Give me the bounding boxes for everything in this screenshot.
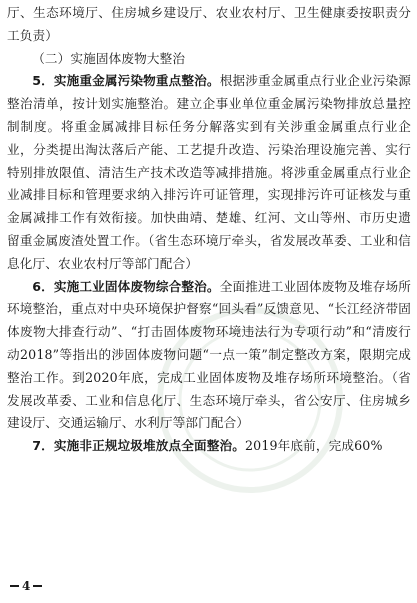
paragraph-item-5	[7, 70, 411, 275]
paragraph-continuation: 厅、生态环境厅、住房城乡建设厅、农业农村厅、卫生健康委按职责分工负责）	[7, 5, 411, 43]
item-7-title: 7．实施非正规垃圾堆放点全面整治。	[32, 438, 246, 454]
footer-dash-left	[10, 585, 19, 587]
page-footer	[7, 579, 45, 593]
footer-dash-right	[33, 585, 42, 587]
page-number: 4	[22, 579, 31, 593]
paragraph-item-7	[7, 435, 411, 458]
item-6-title: 6．实施工业固体废物综合整治。	[32, 278, 220, 294]
section-heading: （二）实施固体废物大整治	[32, 50, 186, 66]
item-5-title: 5．实施重金属污染物重点整治。	[32, 73, 220, 89]
item-5-text: 根据涉重金属重点行业企业污染源整治清单，按计划实施整治。建立企事业单位重金属污染物排放总量控制制度。将重金属减排目标任务分解落实到有关涉重金属重点行业企业，分类提出淘汰落后产能、工艺提升改造、污染治理设施完善、实行特别排放限值、清洁生产技术改造等减排措施。将涉重金属重点行业企业减排目标和管理要求纳入排污许可证管理，实现排污许可证核发与重金属减排工作有效衔接。加快曲靖、楚雄、红河、文山等州、市历史遗留重金属废渣处置工作。（省生态环境厅牵头，省发展改革委、工业和信息化厅、农业农村厅等部门配合）	[7, 73, 412, 271]
document-body	[7, 2, 411, 458]
item-7-text: 2019年底前，完成60%	[245, 438, 383, 454]
paragraph-item-6	[7, 276, 411, 436]
item-6-text: 全面推进工业固体废物及堆存场所环境整治，重点对中央环境保护督察“回头看”反馈意见、“长江经济带固体废物大排查行动”、“打击固体废物环境违法行为专项行动”和“清废行动2018”等指出的涉固体废物问题“一点一策”制定整改方案，限期完成整治工作。到2020年底，完成工业固体废物及堆存场所环境整治。（省发展改革委、工业和信息化厅、生态环境厅牵头，省公安厅、住房城乡建设厅、交通运输厅、水利厅等部门配合）	[7, 278, 412, 431]
